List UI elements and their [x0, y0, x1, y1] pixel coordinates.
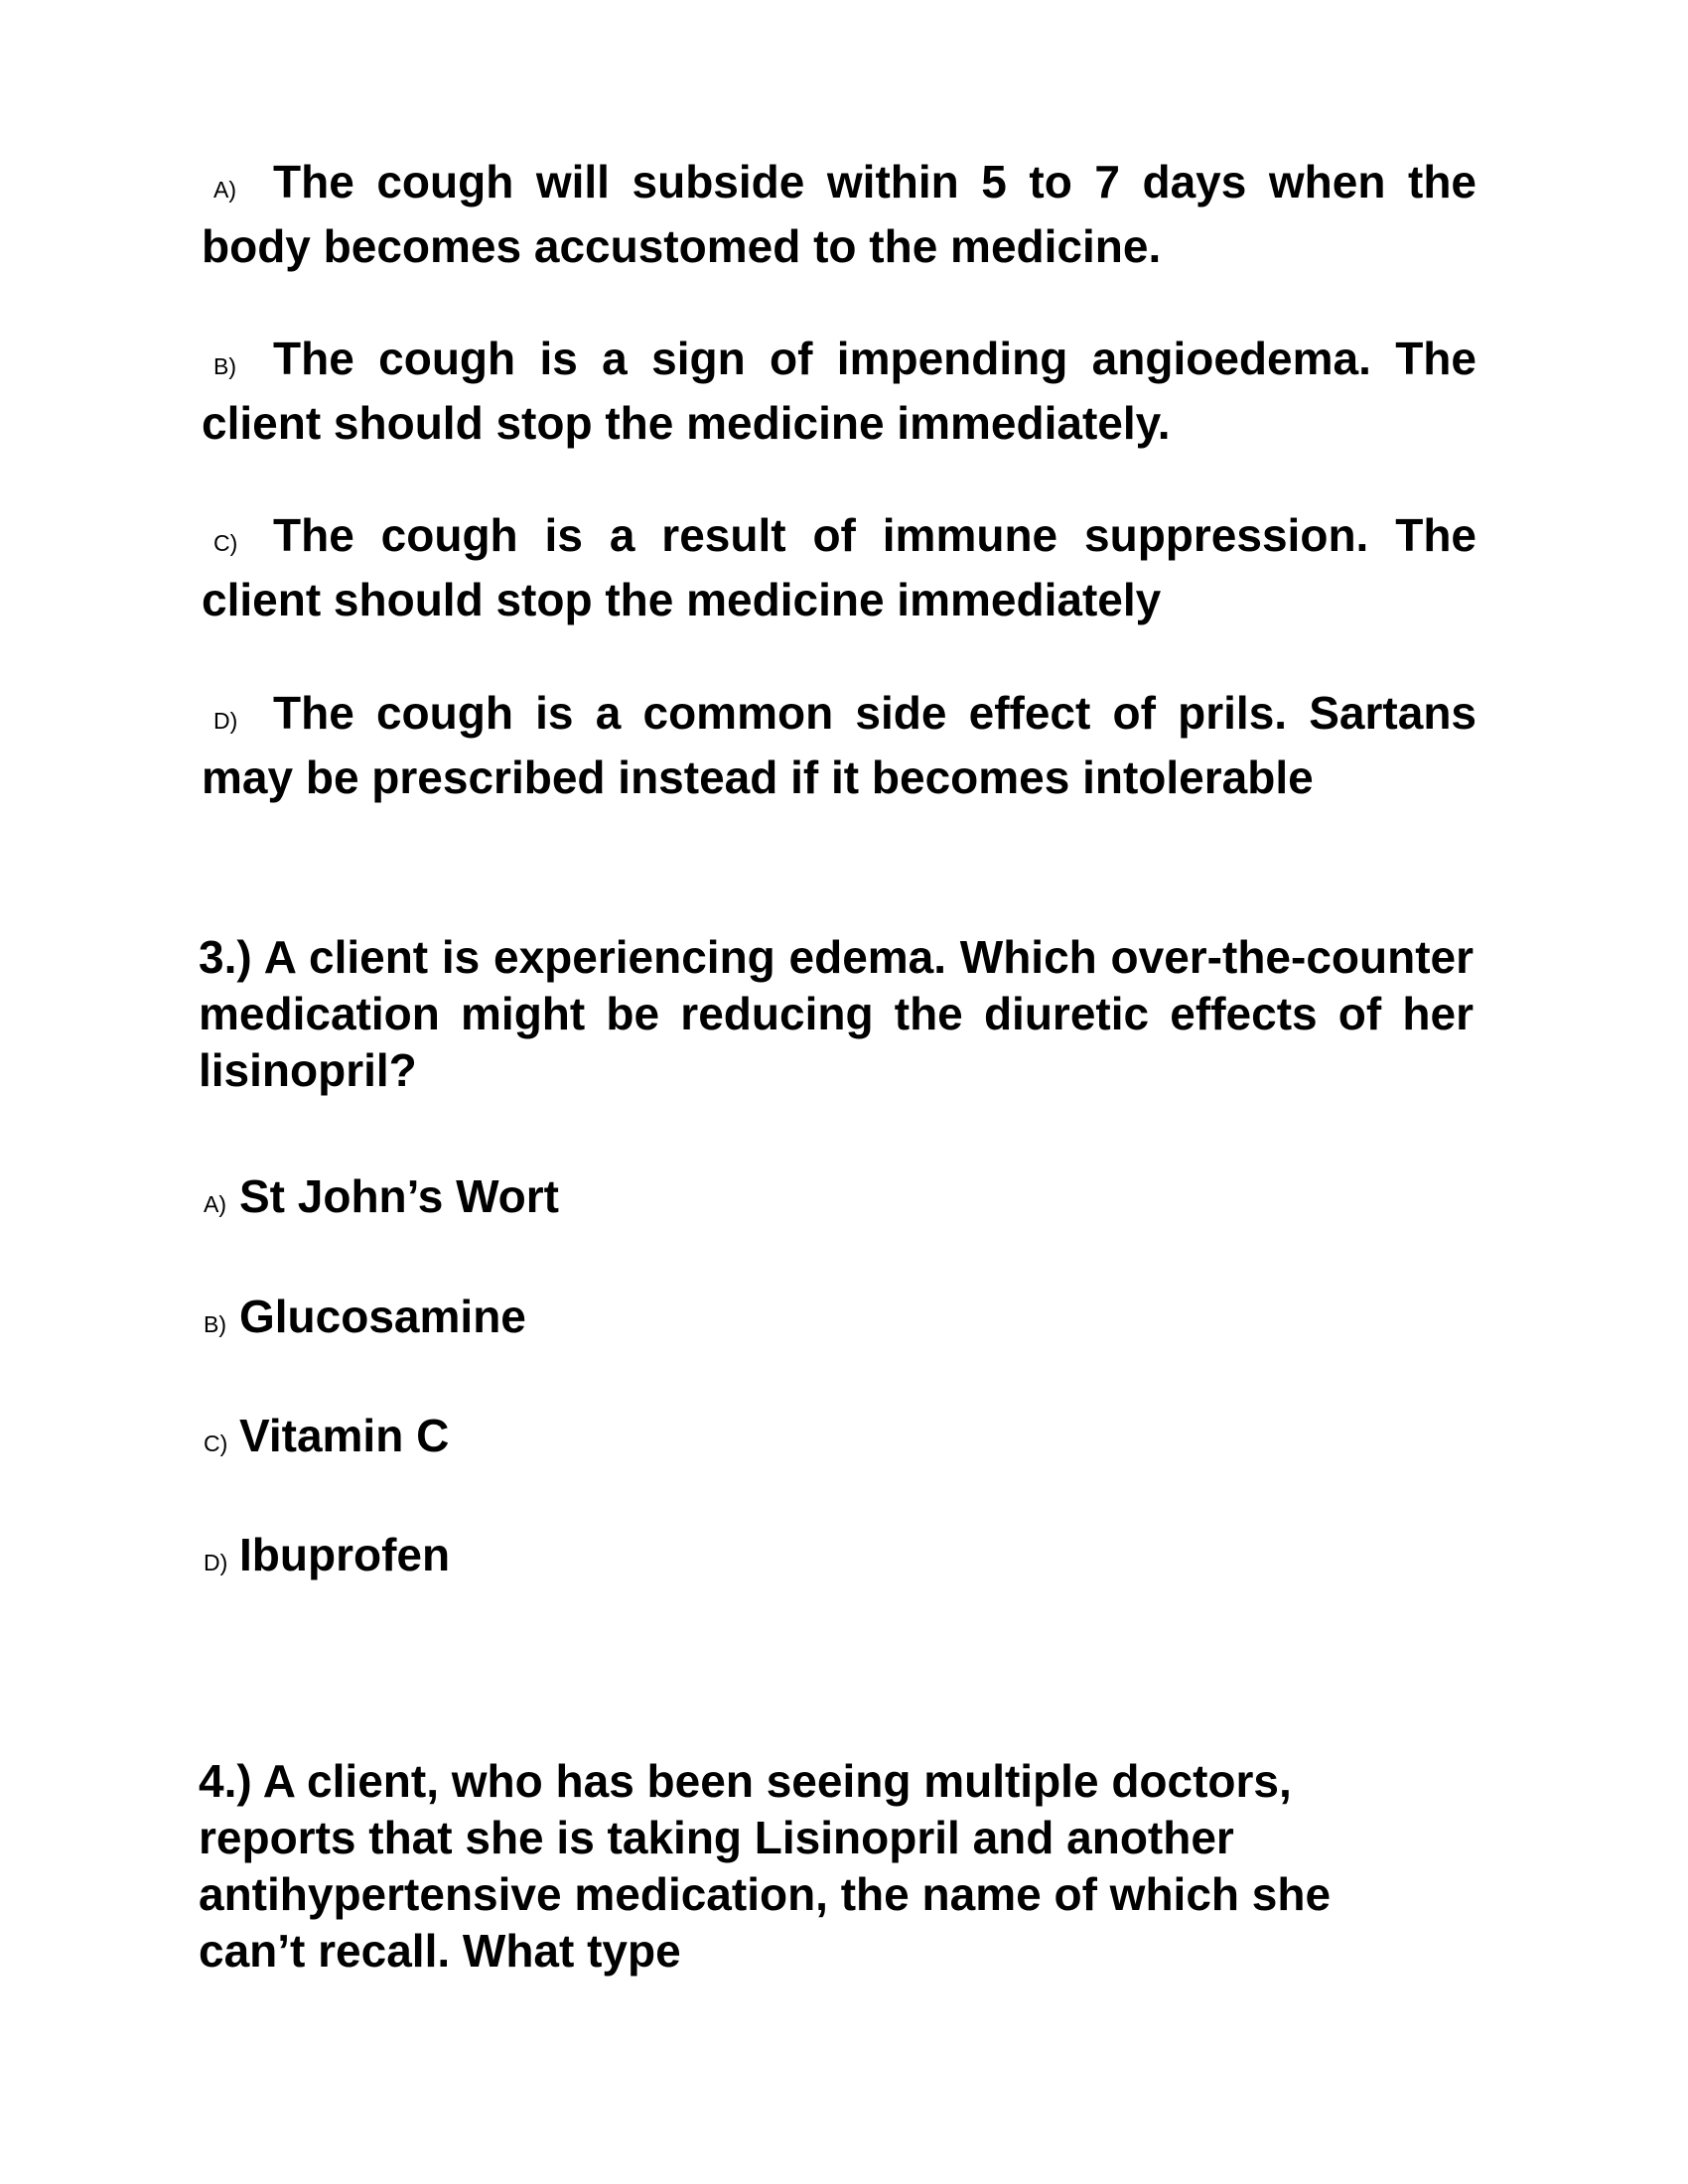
option-label: C): [213, 530, 238, 556]
q2-option-b: [202, 331, 1477, 452]
option-text: The cough will subside within 5 to 7 days when the body becomes accustomed to the medicine.: [202, 156, 1477, 272]
option-label: D): [204, 1550, 228, 1575]
q2-option-d: [202, 685, 1477, 806]
option-text: The cough is a result of immune suppression. The client should stop the medicine immediately: [202, 509, 1477, 625]
q3-option-a: [204, 1168, 1478, 1233]
option-text: The cough is a sign of impending angioedema. The client should stop the medicine immediately.: [202, 333, 1477, 449]
option-label: A): [213, 177, 236, 203]
option-label: A): [204, 1191, 226, 1217]
question-3-text: 3.) A client is experiencing edema. Which over-the-counter medication might be reducing the diuretic effects of her lisinopril?: [199, 931, 1474, 1096]
option-label: B): [213, 353, 236, 379]
question-4-text: 4.) A client, who has been seeing multiple doctors, reports that she is taking Lisinopril and another antihypertensive medication, the name of which she can’t recall. What type: [199, 1755, 1332, 1977]
option-label: D): [213, 708, 238, 734]
option-text: The cough is a common side effect of prils. Sartans may be prescribed instead if it becomes intolerable: [202, 687, 1477, 803]
q2-option-c: [202, 507, 1477, 628]
option-text: Glucosamine: [239, 1291, 526, 1342]
q3-option-d: [204, 1527, 1478, 1591]
option-label: B): [204, 1311, 226, 1337]
q3-option-b: [204, 1289, 1478, 1353]
option-text: St John’s Wort: [239, 1170, 559, 1222]
option-text: Ibuprofen: [239, 1529, 451, 1580]
q2-option-a: [202, 154, 1477, 275]
option-label: C): [204, 1431, 228, 1456]
option-text: Vitamin C: [239, 1410, 450, 1461]
q3-option-c: [204, 1408, 1478, 1472]
